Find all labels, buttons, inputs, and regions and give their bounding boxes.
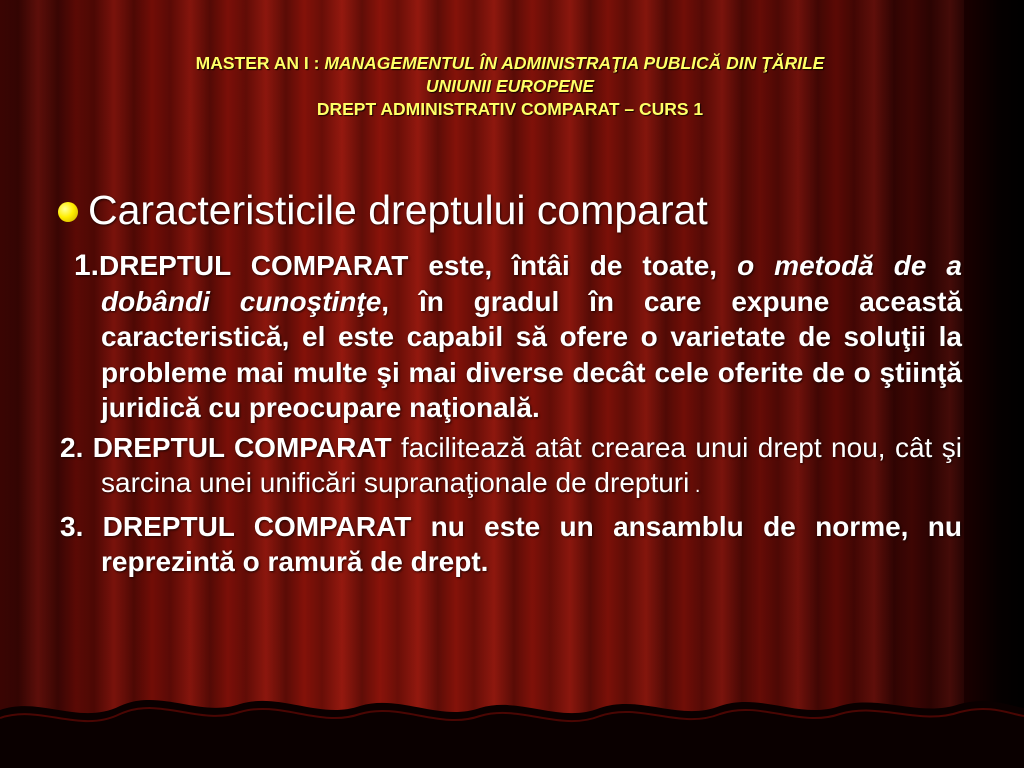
list-item xyxy=(60,430,962,505)
item-number: 1. xyxy=(74,249,100,282)
section-heading-text: Caracteristicile dreptului comparat xyxy=(88,187,708,233)
section-heading xyxy=(58,184,708,236)
curtain-bottom-drape xyxy=(0,678,1024,768)
list-item xyxy=(60,509,962,580)
item-lead: DREPTUL COMPARAT xyxy=(83,431,401,463)
title-line-3: DREPT ADMINISTRATIV COMPARAT – CURS 1 xyxy=(316,99,704,119)
slide-title xyxy=(60,52,960,121)
item-rest: facilitează atât crearea unui drept nou, cât şi sarcina unei unificări supranaţionale de drepturi xyxy=(101,431,962,498)
bullet-dot-icon xyxy=(58,202,78,222)
item-lead: DREPTUL COMPARAT este, întâi de toate, xyxy=(99,250,738,281)
item-trail: . xyxy=(689,475,701,497)
title-program: MANAGEMENTUL ÎN ADMINISTRAŢIA PUBLICĂ DIN ŢĂRILE xyxy=(324,53,825,73)
item-number: 2. xyxy=(60,431,84,463)
item-italic: o metodă de a dobândi cunoştinţe xyxy=(101,250,962,317)
title-line-1 xyxy=(60,52,960,75)
content-list xyxy=(60,248,962,584)
title-course-level: MASTER AN I xyxy=(195,53,309,73)
curtain-right-shadow xyxy=(964,0,1024,768)
item-rest: , în gradul în care expune această caracteristică, el este capabil să ofere o varietate de soluţii la probleme mai multe şi mai diverse decât cele oferite de o ştiinţă juridică cu preocupare naţională. xyxy=(101,285,962,423)
list-item xyxy=(60,248,962,426)
title-line-2: UNIUNII EUROPENE xyxy=(425,76,595,96)
item-lead: DREPTUL COMPARAT xyxy=(83,510,431,542)
title-separator: : xyxy=(308,53,325,73)
item-number: 3. xyxy=(60,510,84,542)
item-rest: nu este un ansamblu de norme, nu reprezintă o ramură de drept. xyxy=(101,510,962,577)
